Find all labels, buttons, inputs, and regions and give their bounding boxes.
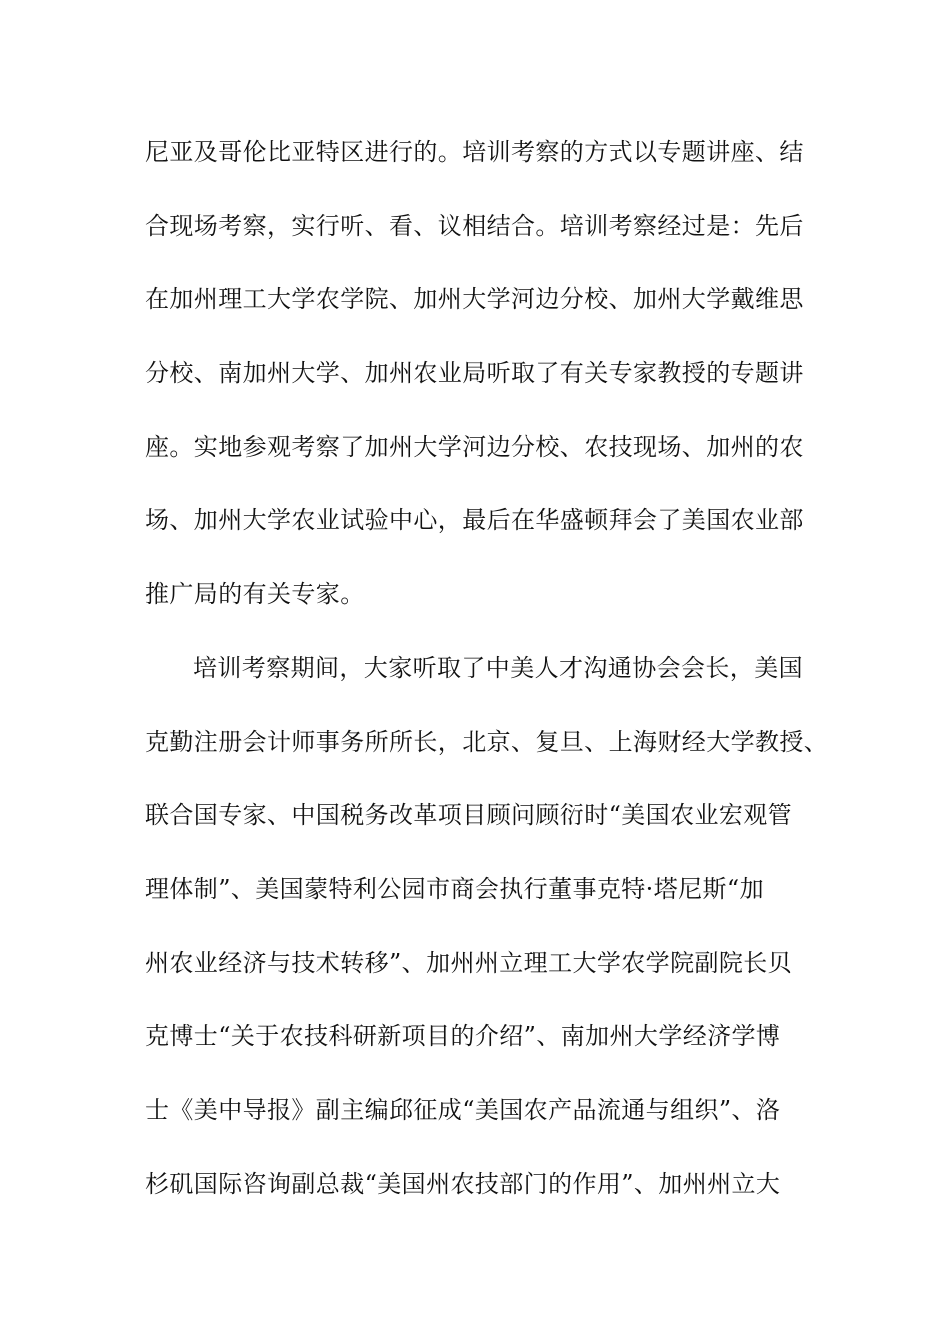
- text-line: 在加州理工大学农学院、加州大学河边分校、加州大学戴维思: [145, 285, 804, 314]
- paragraph-first-line: 培训考察期间，大家听取了中美人才沟通协会会长，美国: [193, 653, 803, 682]
- text-line: 士《美中导报》副主编邱征成“美国农产品流通与组织”、洛: [145, 1095, 781, 1124]
- text-line: 尼亚及哥伦比亚特区进行的。培训考察的方式以专题讲座、结: [145, 138, 804, 166]
- text-line: 理体制”、美国蒙特利公园市商会执行董事克特·塔尼斯“加: [145, 874, 764, 903]
- text-line: 州农业经济与技术转移”、加州州立理工大学农学院副院长贝: [145, 948, 793, 977]
- text-line: 合现场考察，实行听、看、议相结合。培训考察经过是：先后: [145, 211, 804, 240]
- text-line: 杉矶国际咨询副总裁“美国州农技部门的作用”、加州州立大: [145, 1169, 781, 1198]
- text-line: 场、加州大学农业试验中心，最后在华盛顿拜会了美国农业部: [145, 506, 804, 535]
- text-line: 联合国专家、中国税务改革项目顾问顾衍时“美国农业宏观管: [145, 801, 793, 830]
- text-line: 克博士“关于农技科研新项目的介绍”、南加州大学经济学博: [145, 1022, 781, 1051]
- text-line: 分校、南加州大学、加州农业局听取了有关专家教授的专题讲: [145, 359, 804, 388]
- text-line: 座。实地参观考察了加州大学河边分校、农技现场、加州的农: [145, 432, 804, 461]
- text-line: 推广局的有关专家。: [145, 580, 365, 609]
- text-line: 克勤注册会计师事务所所长，北京、复旦、上海财经大学教授、: [145, 727, 829, 756]
- body-text: [145, 128, 829, 1233]
